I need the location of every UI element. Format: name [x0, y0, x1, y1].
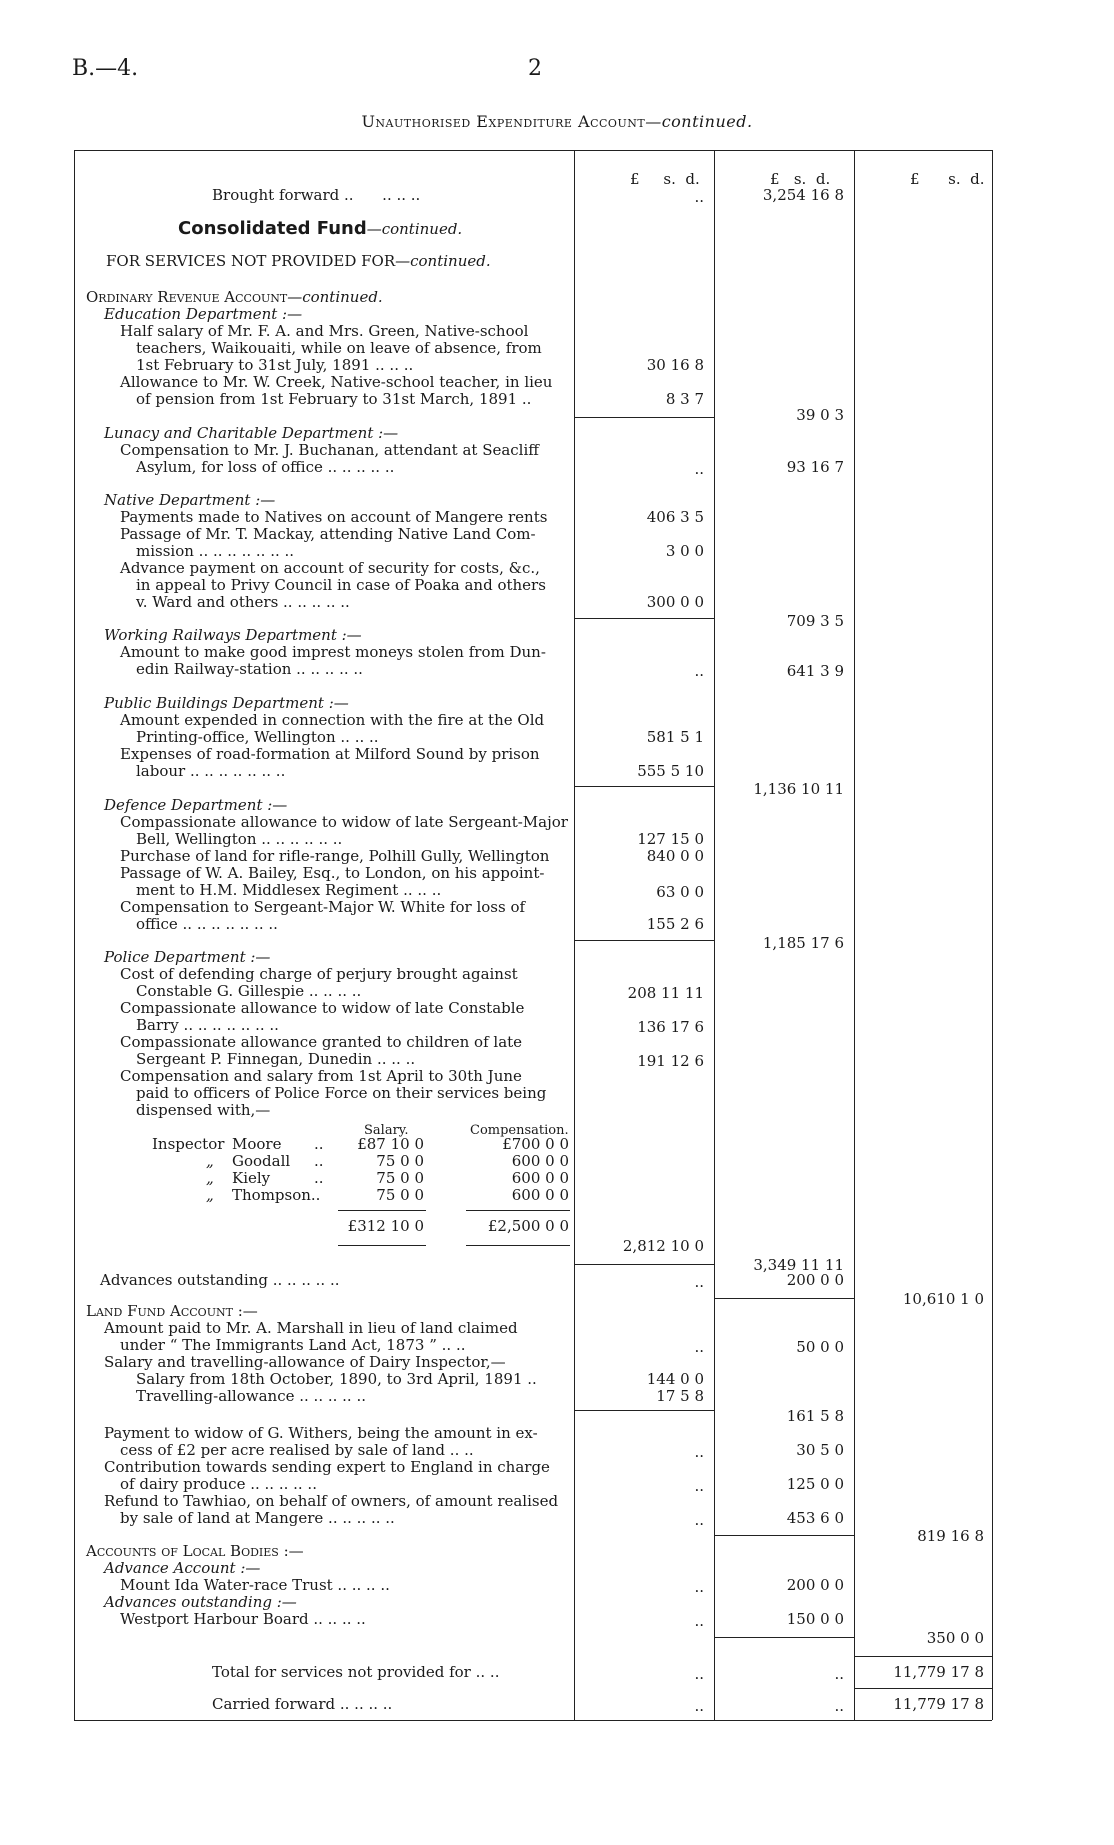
land-total-4: 125 0 0	[786, 1475, 844, 1493]
local-rule	[714, 1637, 854, 1638]
col2-header: £ s. d.	[770, 170, 831, 188]
officer-dots: ..	[314, 1135, 324, 1153]
land-line-10: Refund to Tawhiao, on behalf of owners, of amount realised	[104, 1492, 559, 1510]
land-rule	[574, 1410, 714, 1411]
officer-prefix: Inspector	[152, 1135, 225, 1153]
officer-salary: 75 0 0	[376, 1169, 424, 1187]
lunacy-line-2: Asylum, for loss of office .. .. .. .. ..	[136, 458, 395, 476]
land-line-5: Travelling-allowance .. .. .. .. ..	[136, 1387, 367, 1405]
local-value-1: ..	[694, 1578, 704, 1596]
native-rule	[574, 618, 714, 619]
native-line-5: in appeal to Privy Council in case of Poaka and others	[136, 576, 546, 594]
officer-name: Moore	[232, 1135, 282, 1153]
native-value-1: 406 3 5	[646, 508, 704, 526]
defence-line-7: office .. .. .. .. .. .. ..	[136, 915, 278, 933]
lunacy-line-1: Compensation to Mr. J. Buchanan, attendant at Seacliff	[120, 441, 539, 459]
police-line-6: Sergeant P. Finnegan, Dunedin .. .. ..	[136, 1050, 416, 1068]
comp-total-rule	[466, 1245, 570, 1246]
page-reference: B.—4.	[72, 56, 139, 81]
buildings-value-1: 581 5 1	[646, 728, 704, 746]
land-fund-title: Land Fund Account :—	[86, 1302, 258, 1320]
police-value-3: 191 12 6	[637, 1052, 704, 1070]
education-line-2: teachers, Waikouaiti, while on leave of absence, from	[136, 339, 542, 357]
railways-total: 641 3 9	[786, 662, 844, 680]
total-label: Total for services not provided for .. ..	[212, 1663, 500, 1681]
police-line-4: Barry .. .. .. .. .. .. ..	[136, 1016, 279, 1034]
comp-total: £2,500 0 0	[487, 1217, 569, 1235]
officer-comp: 600 0 0	[511, 1152, 569, 1170]
officer-comp: 600 0 0	[511, 1186, 569, 1204]
land-total-3: 30 5 0	[796, 1441, 844, 1459]
column-divider-3	[854, 150, 855, 1720]
officer-comp: 600 0 0	[511, 1169, 569, 1187]
defence-line-5: ment to H.M. Middlesex Regiment .. .. ..	[136, 881, 442, 899]
defence-value-4: 155 2 6	[646, 915, 704, 933]
police-line-3: Compassionate allowance to widow of late Constable	[120, 999, 525, 1017]
carried-forward-c2: ..	[834, 1697, 844, 1715]
railways-line-2: edin Railway-station .. .. .. .. ..	[136, 660, 363, 678]
land-value-3: 17 5 8	[656, 1387, 704, 1405]
police-rule	[574, 1264, 714, 1265]
table-left-border	[74, 150, 75, 1720]
education-line-4: Allowance to Mr. W. Creek, Native-school teacher, in lieu	[120, 373, 553, 391]
native-value-2: 3 0 0	[665, 542, 704, 560]
buildings-line-3: Expenses of road-formation at Milford Sound by prison	[120, 745, 540, 763]
defence-value-3: 63 0 0	[656, 883, 704, 901]
defence-rule	[574, 940, 714, 941]
officer-prefix: „	[206, 1169, 214, 1187]
fund-title: Consolidated Fund—continued.	[178, 218, 463, 239]
column-divider-2	[714, 150, 715, 1720]
officer-salary: £87 10 0	[357, 1135, 424, 1153]
buildings-line-2: Printing-office, Wellington .. .. ..	[136, 728, 379, 746]
services-title: FOR SERVICES NOT PROVIDED FOR—continued.	[106, 252, 491, 270]
local-line-1: Mount Ida Water-race Trust .. .. .. ..	[120, 1576, 390, 1594]
officer-name: Thompson..	[232, 1186, 321, 1204]
advance-account-title: Advance Account :—	[104, 1559, 261, 1577]
total-bottom-rule	[854, 1688, 992, 1689]
officer-name: Kiely	[232, 1169, 271, 1187]
land-line-4: Salary from 18th October, 1890, to 3rd April, 1891 ..	[136, 1370, 537, 1388]
buildings-rule	[574, 786, 714, 787]
land-value-2: 144 0 0	[646, 1370, 704, 1388]
railways-value-1: ..	[694, 662, 704, 680]
police-line-8: paid to officers of Police Force on their services being	[136, 1084, 547, 1102]
police-value-2: 136 17 6	[637, 1018, 704, 1036]
officer-salary: 75 0 0	[376, 1152, 424, 1170]
carried-forward-label: Carried forward .. .. .. ..	[212, 1695, 393, 1713]
officer-dots: ..	[314, 1152, 324, 1170]
police-title: Police Department :—	[104, 948, 271, 966]
land-value-4: ..	[694, 1443, 704, 1461]
total-c1: ..	[694, 1665, 704, 1683]
education-rule	[574, 417, 714, 418]
police-line-2: Constable G. Gillespie .. .. .. ..	[136, 982, 362, 1000]
native-title: Native Department :—	[104, 491, 276, 509]
advances-c3: 10,610 1 0	[902, 1290, 984, 1308]
police-line-9: dispensed with,—	[136, 1101, 271, 1119]
brought-forward-c1: ..	[694, 188, 704, 206]
local-value-2: ..	[694, 1612, 704, 1630]
land-line-2: under “ The Immigrants Land Act, 1873 ” .. ..	[120, 1336, 466, 1354]
officer-name: Goodall	[232, 1152, 291, 1170]
local-bodies-title: Accounts of Local Bodies :—	[86, 1542, 304, 1560]
land-line-8: Contribution towards sending expert to England in charge	[104, 1458, 550, 1476]
education-line-5: of pension from 1st February to 31st March, 1891 ..	[136, 390, 532, 408]
land-line-1: Amount paid to Mr. A. Marshall in lieu of land claimed	[104, 1319, 518, 1337]
buildings-line-4: labour .. .. .. .. .. .. ..	[136, 762, 286, 780]
land-line-7: cess of £2 per acre realised by sale of land .. ..	[120, 1441, 474, 1459]
col1-header: £ s. d.	[630, 170, 700, 188]
police-line-5: Compassionate allowance granted to children of late	[120, 1033, 523, 1051]
land-line-6: Payment to widow of G. Withers, being the amount in ex-	[104, 1424, 538, 1442]
land-line-9: of dairy produce .. .. .. .. ..	[120, 1475, 317, 1493]
local-total-2: 150 0 0	[786, 1610, 844, 1628]
salary-total: £312 10 0	[347, 1217, 424, 1235]
lunacy-value-1: ..	[694, 460, 704, 478]
column-divider-1	[574, 150, 575, 1720]
buildings-value-2: 555 5 10	[637, 762, 704, 780]
defence-value-1: 127 15 0	[637, 830, 704, 848]
land-fund-total: 819 16 8	[917, 1527, 984, 1545]
total-top-rule	[854, 1656, 992, 1657]
defence-line-6: Compensation to Sergeant-Major W. White for loss of	[120, 898, 526, 916]
education-line-1: Half salary of Mr. F. A. and Mrs. Green, Native-school	[120, 322, 529, 340]
railways-line-1: Amount to make good imprest moneys stolen from Dun-	[120, 643, 546, 661]
defence-line-2: Bell, Wellington .. .. .. .. .. ..	[136, 830, 343, 848]
native-line-1: Payments made to Natives on account of Mangere rents	[120, 508, 548, 526]
land-value-1: ..	[694, 1338, 704, 1356]
native-total: 709 3 5	[786, 612, 844, 630]
land-line-3: Salary and travelling-allowance of Dairy Inspector,—	[104, 1353, 506, 1371]
buildings-line-1: Amount expended in connection with the fire at the Old	[120, 711, 545, 729]
education-value-1: 30 16 8	[646, 356, 704, 374]
table-bottom-border	[74, 1720, 992, 1721]
education-total: 39 0 3	[796, 406, 844, 424]
page-number: 2	[528, 56, 542, 81]
total-c3: 11,779 17 8	[893, 1663, 984, 1681]
comp-rule	[466, 1210, 570, 1211]
lunacy-title: Lunacy and Charitable Department :—	[104, 424, 399, 442]
defence-title: Defence Department :—	[104, 796, 288, 814]
defence-line-3: Purchase of land for rifle-range, Polhill Gully, Wellington	[120, 847, 550, 865]
advances-label: Advances outstanding .. .. .. .. ..	[100, 1271, 340, 1289]
brought-forward-c2: 3,254 16 8	[762, 186, 844, 204]
section-title: Unauthorised Expenditure Account—continued.	[361, 112, 753, 131]
police-line-1: Cost of defending charge of perjury brought against	[120, 965, 518, 983]
native-line-4: Advance payment on account of security for costs, &c.,	[120, 559, 540, 577]
officer-dots: ..	[314, 1169, 324, 1187]
total-c2: ..	[834, 1665, 844, 1683]
police-total: 3,349 11 11	[753, 1256, 844, 1274]
carried-forward-c1: ..	[694, 1697, 704, 1715]
comp-head: Compensation.	[470, 1123, 569, 1138]
police-line-7: Compensation and salary from 1st April to 30th June	[120, 1067, 522, 1085]
land-value-6: ..	[694, 1511, 704, 1529]
local-bodies-total: 350 0 0	[926, 1629, 984, 1647]
defence-total: 1,185 17 6	[762, 934, 844, 952]
education-title: Education Department :—	[104, 305, 303, 323]
table-right-border	[992, 150, 993, 1720]
officer-comp: £700 0 0	[502, 1135, 569, 1153]
railways-title: Working Railways Department :—	[104, 626, 362, 644]
officer-salary: 75 0 0	[376, 1186, 424, 1204]
local-line-2: Westport Harbour Board .. .. .. ..	[120, 1610, 366, 1628]
lunacy-total: 93 16 7	[786, 458, 844, 476]
advances-rule	[714, 1298, 854, 1299]
buildings-total: 1,136 10 11	[753, 780, 844, 798]
salary-rule	[338, 1210, 426, 1211]
land-total-5: 453 6 0	[786, 1509, 844, 1527]
education-value-2: 8 3 7	[665, 390, 704, 408]
land-total-2: 161 5 8	[786, 1407, 844, 1425]
land-value-5: ..	[694, 1477, 704, 1495]
brought-forward-label: Brought forward .. .. .. ..	[212, 186, 421, 204]
advances-c1: ..	[694, 1273, 704, 1291]
advances-c2: 200 0 0	[786, 1271, 844, 1289]
buildings-title: Public Buildings Department :—	[104, 694, 349, 712]
native-line-2: Passage of Mr. T. Mackay, attending Native Land Com-	[120, 525, 536, 543]
defence-value-2: 840 0 0	[646, 847, 704, 865]
officer-prefix: „	[206, 1186, 214, 1204]
table-top-border	[74, 150, 992, 151]
land-total-1: 50 0 0	[796, 1338, 844, 1356]
land-line-11: by sale of land at Mangere .. .. .. .. ..	[120, 1509, 395, 1527]
native-line-3: mission .. .. .. .. .. .. ..	[136, 542, 295, 560]
salary-total-rule	[338, 1245, 426, 1246]
native-line-6: v. Ward and others .. .. .. .. ..	[136, 593, 350, 611]
local-total-1: 200 0 0	[786, 1576, 844, 1594]
education-line-3: 1st February to 31st July, 1891 .. .. ..	[136, 356, 414, 374]
ordinary-revenue-title: Ordinary Revenue Account—continued.	[86, 288, 383, 306]
advances-outstanding-title: Advances outstanding :—	[104, 1593, 297, 1611]
defence-line-1: Compassionate allowance to widow of late Sergeant-Major	[120, 813, 568, 831]
salary-head: Salary.	[364, 1123, 409, 1138]
col3-header: £ s. d.	[910, 170, 985, 188]
police-value-1: 208 11 11	[627, 984, 704, 1002]
land-total-rule	[714, 1535, 854, 1536]
native-value-3: 300 0 0	[646, 593, 704, 611]
defence-line-4: Passage of W. A. Bailey, Esq., to London, on his appoint-	[120, 864, 545, 882]
police-value-4: 2,812 10 0	[622, 1237, 704, 1255]
carried-forward-c3: 11,779 17 8	[893, 1695, 984, 1713]
officer-prefix: „	[206, 1152, 214, 1170]
